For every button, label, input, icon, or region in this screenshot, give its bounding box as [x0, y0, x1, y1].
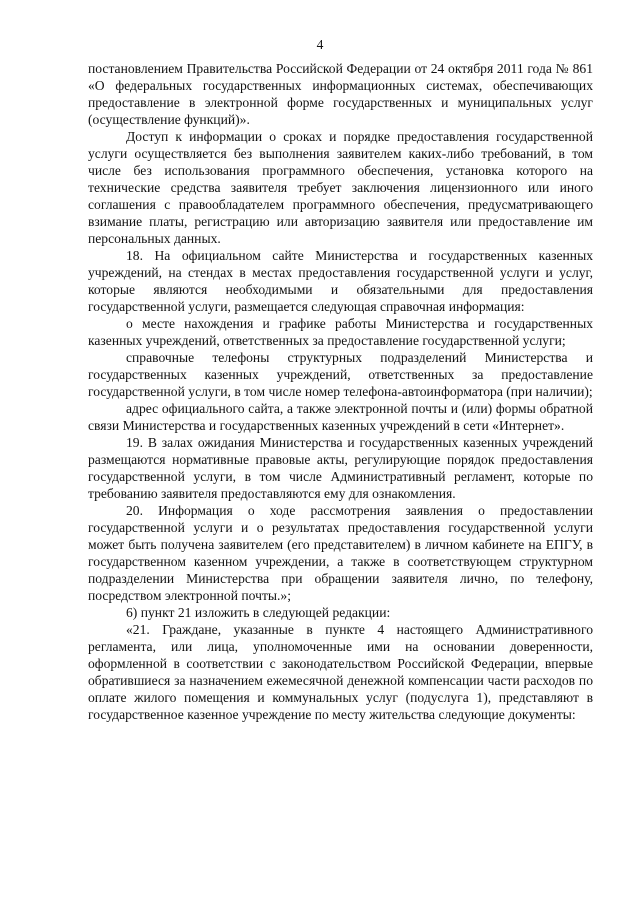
paragraph-amendment-6: 6) пункт 21 изложить в следующей редакции:: [126, 605, 391, 620]
paragraph-item-19: 19. В залах ожидания Министерства и государственных казенных учреждений размещаются нормативные правовые акты, регулирующие порядок предоставления государственной услуги, в том числе Административный регламент, которые по требованию заявителя предоставляются ему для ознакомления.: [88, 435, 593, 501]
paragraph-reference-phones: справочные телефоны структурных подразделений Министерства и государственных казенных учреждений, ответственных за предоставление государственной услуги, в том числе номер телефона-автоинформатора (при наличии);: [88, 350, 593, 399]
paragraph-website-address: адрес официального сайта, а также электронной почты и (или) формы обратной связи Министерства и государственных казенных учреждений в сети «Интернет».: [88, 401, 593, 433]
paragraph-item-20: 20. Информация о ходе рассмотрения заявления о предоставлении государственной услуги и о результатах предоставления государственной услуги может быть получена заявителем (его представителем) в личном кабинете на ЕПГУ, в государственном казенном учреждении, а также в соответствующем структурном подразделении Министерства при обращении заявителя лично, по телефону, посредством электронной почты.»;: [88, 503, 593, 603]
paragraph-item-18: 18. На официальном сайте Министерства и государственных казенных учреждений, на стендах в местах предоставления государственной услуги и услуг, которые являются необходимыми и обязательными для предоставления государственной услуги, размещается следующая справочная информация:: [88, 248, 593, 314]
paragraph-access-to-information: Доступ к информации о сроках и порядке предоставления государственной услуги осуществляется без выполнения заявителем каких-либо требований, в том числе без использования программного обеспечения, установка которого на технические средства заявителя требует заключения лицензионного или иного соглашения с правообладателем программного обеспечения, предусматривающего взимание платы, регистрацию или авторизацию заявителя или предоставление им персональных данных.: [88, 129, 593, 246]
paragraph-resolution-reference: постановлением Правительства Российской Федерации от 24 октября 2011 года № 861 «О федеральных государственных информационных системах, обеспечивающих предоставление в электронной форме государственных и муниципальных услуг (осуществление функций)».: [88, 61, 593, 127]
paragraph-location-and-schedule: о месте нахождения и графике работы Министерства и государственных казенных учреждений, ответственных за предоставление государственной услуги;: [88, 316, 593, 348]
paragraph-item-21: «21. Граждане, указанные в пункте 4 настоящего Административного регламента, или лица, уполномоченные ими на основании доверенности, оформленной в соответствии с законодательством Российской Федерации, впервые обратившиеся за назначением ежемесячной денежной компенсации части расходов по оплате жилого помещения и коммунальных услуг (подуслуга 1), представляют в государственное казенное учреждение по месту жительства следующие документы:: [88, 622, 593, 722]
document-body: [88, 60, 593, 723]
page-number: 4: [316, 37, 324, 52]
